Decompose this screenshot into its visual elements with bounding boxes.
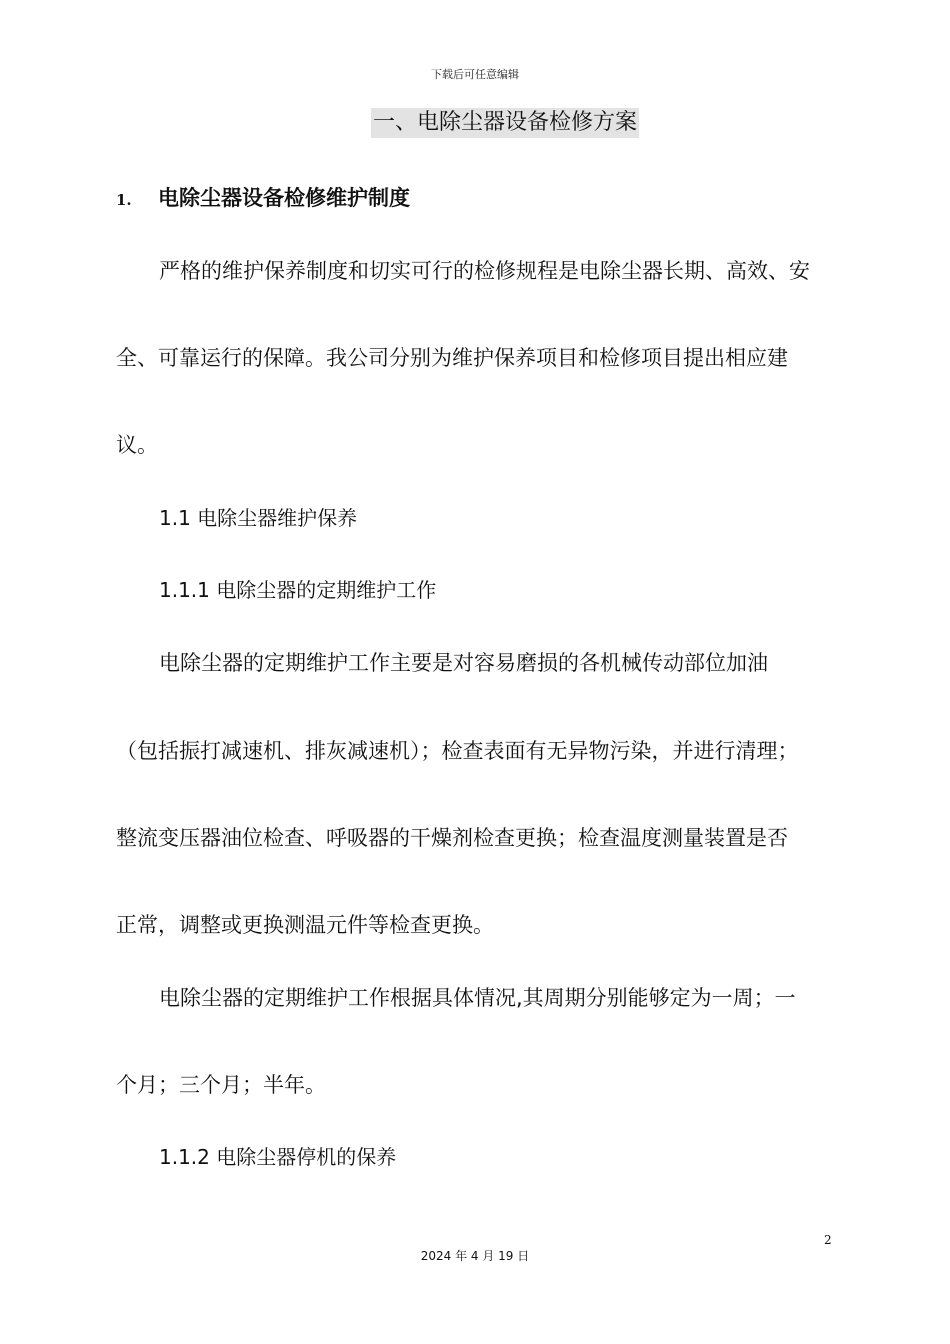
page-number: 2 (824, 1233, 832, 1247)
section-number: 1. (116, 191, 132, 209)
subsection-heading: 1.1.2 电除尘器停机的保养 (159, 1145, 397, 1169)
paragraph-line: 电除尘器的定期维护工作根据具体情况,其周期分别能够定为一周；一 (159, 986, 796, 1010)
section-heading-text: 电除尘器设备检修维护制度 (158, 186, 410, 210)
subsection-heading: 1.1 电除尘器维护保养 (159, 506, 358, 530)
document-title: 一、电除尘器设备检修方案 (371, 108, 639, 138)
paragraph-line: 整流变压器油位检查、呼吸器的干燥剂检查更换；检查温度测量装置是否 (116, 826, 788, 850)
section-heading (116, 183, 410, 215)
paragraph-line: 电除尘器的定期维护工作主要是对容易磨损的各机械传动部位加油 (159, 651, 768, 675)
paragraph-line: 正常，调整或更换测温元件等检查更换。 (116, 913, 494, 937)
paragraph-line: 个月；三个月；半年。 (116, 1073, 326, 1097)
paragraph-line: 议。 (116, 433, 158, 457)
paragraph-line: 严格的维护保养制度和切实可行的检修规程是电除尘器长期、高效、安 (159, 259, 810, 283)
header-note: 下载后可任意编辑 (431, 68, 519, 81)
paragraph-line: 全、可靠运行的保障。我公司分别为维护保养项目和检修项目提出相应建 (116, 346, 788, 370)
subsection-heading: 1.1.1 电除尘器的定期维护工作 (159, 578, 437, 602)
footer-date: 2024 年 4 月 19 日 (420, 1249, 530, 1263)
paragraph-line: （包括振打减速机、排灰减速机）；检查表面有无异物污染，并进行清理； (116, 739, 799, 763)
